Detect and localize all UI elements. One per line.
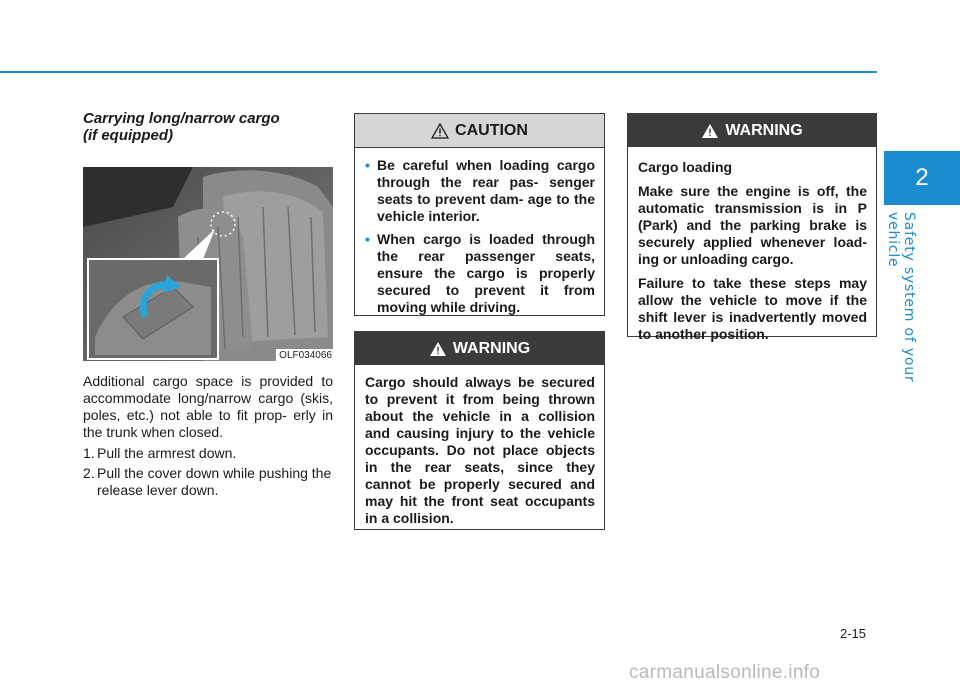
loading-warning-header	[628, 114, 876, 147]
caution-box	[354, 113, 605, 316]
photo-reference-code: OLF034066	[276, 349, 333, 361]
step-item	[83, 465, 333, 499]
caution-item	[365, 231, 595, 316]
chapter-number: 2	[915, 164, 929, 191]
watermark-text: carmanualsonline.info	[629, 662, 821, 683]
step-text: Pull the cover down while pushing the release lever down.	[97, 465, 332, 498]
rear-seat-photo	[83, 167, 333, 361]
loading-warning-subheading: Cargo loading	[638, 159, 733, 175]
step-number: 1.	[83, 445, 95, 461]
page-number: 2-15	[840, 626, 867, 641]
section-heading	[83, 110, 333, 144]
cargo-warning-header	[355, 332, 604, 365]
caution-body	[355, 148, 604, 316]
step-number: 2.	[83, 465, 95, 481]
loading-warning-body	[628, 147, 876, 343]
cargo-warning-title: WARNING	[452, 339, 531, 357]
warning-triangle-filled-icon	[701, 123, 719, 139]
chapter-number-tab	[884, 151, 960, 205]
caution-item	[365, 157, 595, 225]
loading-warning-paragraph: Failure to take these steps may allow the vehicle to move if the shift lever is inadvertently moved to another position.	[638, 275, 867, 342]
loading-warning-paragraph: Make sure the engine is off, the automatic transmission is in P (Park) and the parking brake is securely applied whenever load- ing or unloading cargo.	[638, 183, 867, 267]
rear-seat-illustration	[83, 167, 333, 361]
chapter-title: Safety system of your vehicle	[885, 212, 917, 383]
cargo-warning-body	[355, 365, 604, 527]
caution-item-text: When cargo is loaded through the rear passenger seats, ensure the cargo is properly secured to prevent it from moving while driving.	[377, 231, 595, 315]
section-heading-line1: Carrying long/narrow cargo	[83, 110, 280, 127]
header-rule	[0, 71, 877, 73]
caution-item-text: Be careful when loading cargo through the rear pas- senger seats to prevent dam- age to the vehicle interior.	[377, 157, 595, 224]
caution-title: CAUTION	[455, 121, 528, 139]
section-heading-line2: (if equipped)	[83, 127, 173, 144]
cargo-section	[83, 110, 333, 502]
cargo-warning-box	[354, 331, 605, 530]
step-item	[83, 445, 333, 462]
loading-warning-title: WARNING	[725, 121, 803, 139]
loading-warning-box	[627, 113, 877, 342]
steps-list	[83, 445, 333, 499]
section-body-text: Additional cargo space is provided to accommodate long/narrow cargo (skis, poles, etc.) not able to fit prop- erly in the trunk when closed.	[83, 373, 333, 440]
caution-header	[355, 114, 604, 148]
bullet-dot-icon: •	[365, 231, 370, 247]
caution-list	[365, 157, 595, 316]
warning-triangle-filled-icon	[429, 341, 447, 357]
warning-triangle-outline-icon	[431, 123, 449, 139]
cargo-warning-text: Cargo should always be secured to prevent it from being thrown about the vehicle in a collision and causing injury to the vehicle occupants. Do not place objects in the rear seats, since they cannot be properly secured and may hit the front seat occupants in a collision.	[365, 374, 595, 526]
bullet-dot-icon: •	[365, 157, 370, 173]
step-text: Pull the armrest down.	[97, 445, 237, 461]
